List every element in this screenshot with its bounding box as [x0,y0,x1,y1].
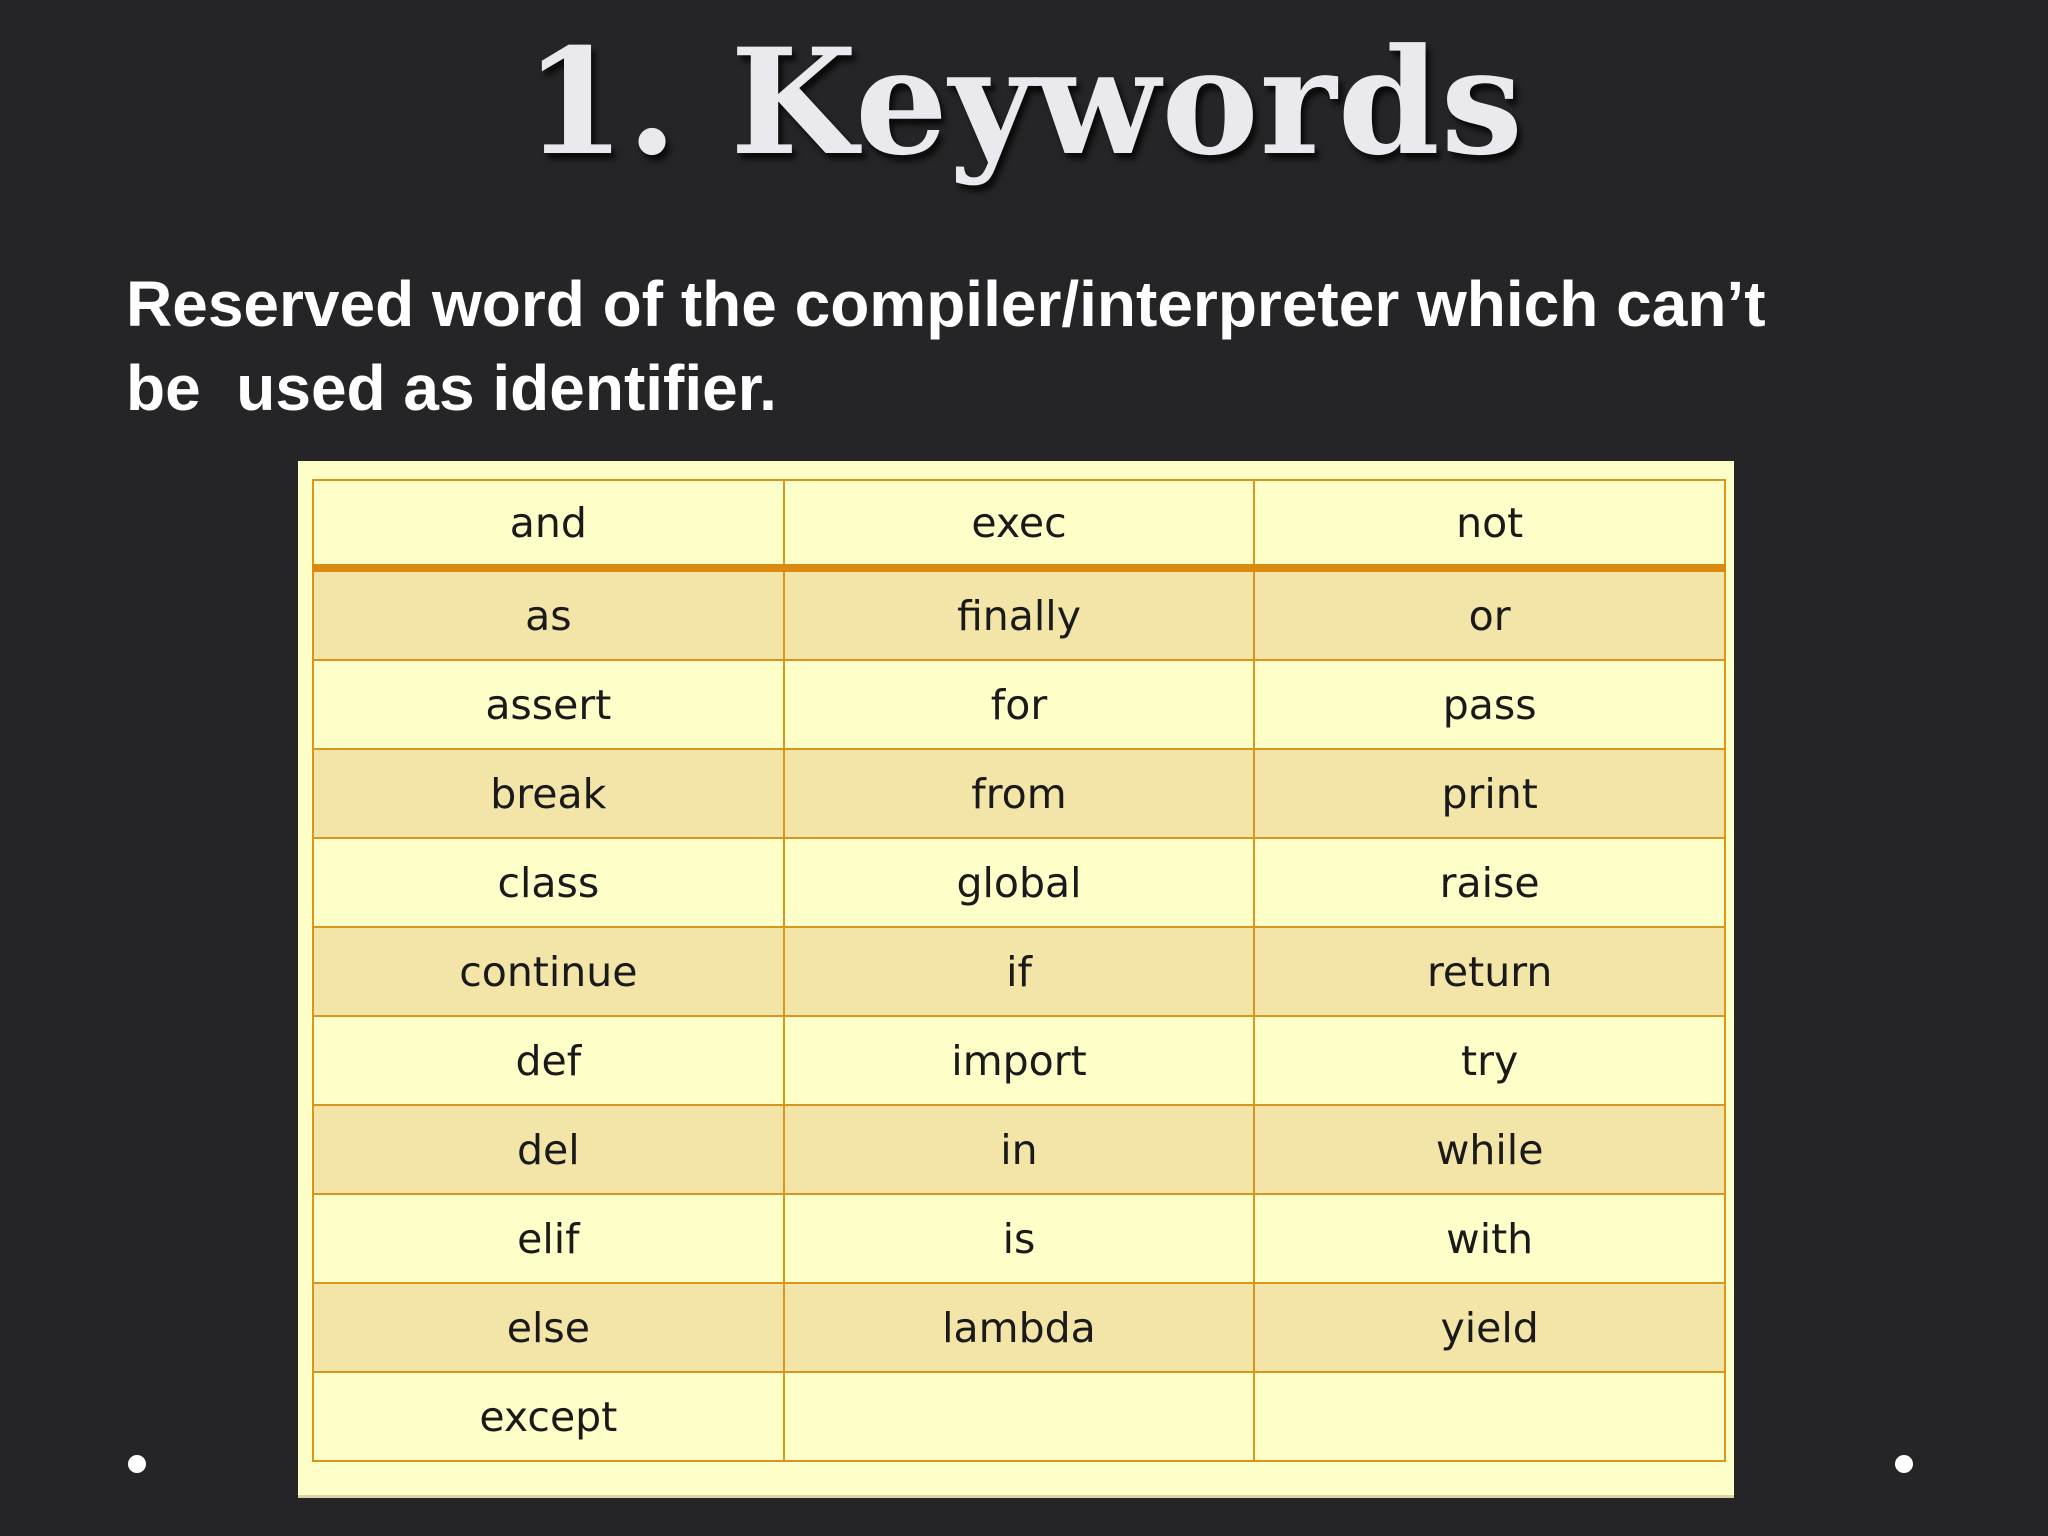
slide-title: 1. Keywords [524,17,1524,188]
table-cell: break [313,749,784,838]
table-cell: return [1254,927,1725,1016]
bullet-dot-icon [1895,1455,1913,1473]
table-row [313,749,1725,838]
table-cell: with [1254,1194,1725,1283]
table-row [313,1194,1725,1283]
table-cell: assert [313,660,784,749]
table-row [313,1016,1725,1105]
table-cell: or [1254,568,1725,660]
table-cell: as [313,568,784,660]
table-cell: class [313,838,784,927]
table-row [313,568,1725,660]
table-row [313,660,1725,749]
table-cell: elif [313,1194,784,1283]
table-cell: else [313,1283,784,1372]
table-cell: for [784,660,1255,749]
table-cell: print [1254,749,1725,838]
table-row [313,927,1725,1016]
table-cell: exec [784,480,1255,568]
table-cell: from [784,749,1255,838]
table-cell: global [784,838,1255,927]
table-cell: pass [1254,660,1725,749]
slide-subtitle [126,262,1926,430]
table-cell: in [784,1105,1255,1194]
keywords-table-panel [298,461,1734,1495]
table-cell: is [784,1194,1255,1283]
bullet-dot-icon [128,1455,146,1473]
table-row [313,480,1725,568]
table-cell: not [1254,480,1725,568]
table-cell [1254,1372,1725,1461]
table-cell: except [313,1372,784,1461]
table-cell: if [784,927,1255,1016]
table-cell: while [1254,1105,1725,1194]
table-row [313,1372,1725,1461]
table-cell: finally [784,568,1255,660]
table-cell: and [313,480,784,568]
subtitle-line-1: Reserved word of the compiler/interpreter which can’t [126,268,1766,340]
table-row [313,1283,1725,1372]
table-cell: try [1254,1016,1725,1105]
table-cell: yield [1254,1283,1725,1372]
table-cell: raise [1254,838,1725,927]
table-cell: del [313,1105,784,1194]
table-cell: import [784,1016,1255,1105]
table-cell: continue [313,927,784,1016]
subtitle-line-2: be used as identifier. [126,352,777,424]
table-row [313,838,1725,927]
table-row [313,1105,1725,1194]
keywords-table [312,479,1726,1462]
table-cell: lambda [784,1283,1255,1372]
table-cell [784,1372,1255,1461]
table-cell: def [313,1016,784,1105]
